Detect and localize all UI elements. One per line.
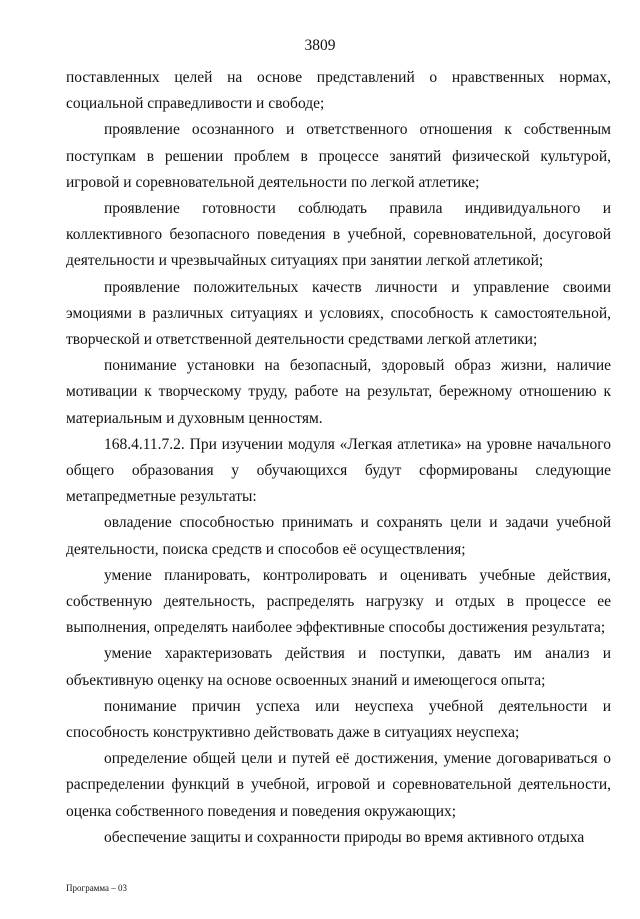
paragraph: понимание причин успеха или неуспеха учебной деятельности и способность конструктивно действовать даже в ситуациях неуспеха;	[66, 697, 611, 742]
paragraph: проявление положительных качеств личности и управление своими эмоциями в различных ситуациях и условиях, способность к самостоятельной, творческой и ответственной деятельности средствами легкой атлетики;	[66, 278, 611, 349]
paragraph: проявление осознанного и ответственного отношения к собственным поступкам в решении проблем в процессе занятий физической культурой, игровой и соревновательной деятельности по легкой атлетике;	[66, 121, 611, 191]
page-number: 3809	[304, 37, 336, 54]
paragraph: обеспечение защиты и сохранности природы во время активного отдыха	[104, 828, 585, 846]
paragraph: понимание установки на безопасный, здоровый образ жизни, наличие мотивации к творческому труду, работе на результат, бережному отношению к материальным и духовным ценностям.	[66, 357, 611, 427]
body-text	[66, 65, 611, 851]
paragraph: овладение способностью принимать и сохранять цели и задачи учебной деятельности, поиска средств и способов её осуществления;	[66, 514, 611, 558]
paragraph: поставленных целей на основе представлений о нравственных нормах, социальной справедливости и свободе;	[66, 69, 611, 113]
footer-label: Программа – 03	[66, 883, 128, 893]
paragraph: проявление готовности соблюдать правила индивидуального и коллективного безопасного поведения в учебной, соревновательной, досуговой деятельности и чрезвычайных ситуациях при занятии легкой атлетикой;	[66, 200, 611, 270]
paragraph: умение характеризовать действия и поступки, давать им анализ и объективную оценку на основе освоенных знаний и имеющегося опыта;	[66, 645, 611, 689]
paragraph: умение планировать, контролировать и оценивать учебные действия, собственную деятельность, распределять нагрузку и отдых в процессе ее выполнения, определять наиболее эффективные способы достижения результата;	[66, 566, 611, 637]
paragraph: 168.4.11.7.2. При изучении модуля «Легкая атлетика» на уровне начального общего образования у обучающихся будут сформированы следующие метапредметные результаты:	[66, 435, 611, 506]
paragraph: определение общей цели и путей её достижения, умение договариваться о распределении функций в учебной, игровой и соревновательной деятельности, оценка собственного поведения и поведения окружающих;	[66, 750, 611, 820]
